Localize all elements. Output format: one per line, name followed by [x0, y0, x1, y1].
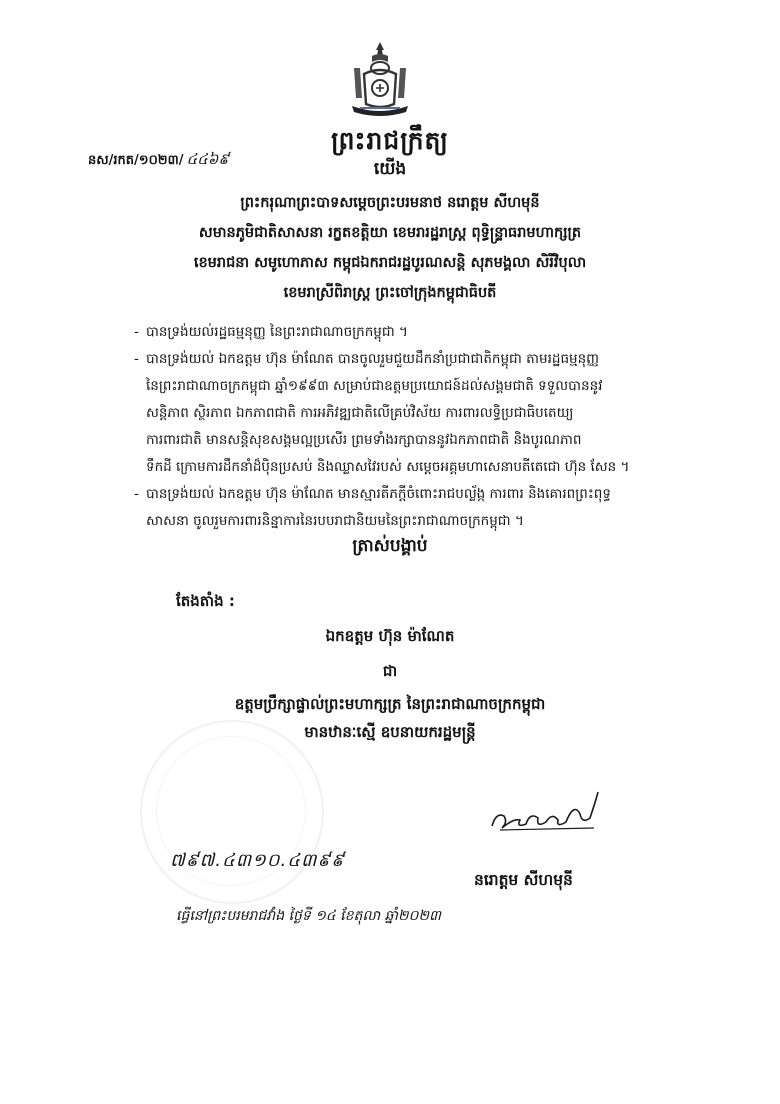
signatory-name: នរោត្ដម សីហមុនី	[474, 871, 573, 889]
reference-number-handwritten: ៤៤៦៩	[186, 150, 229, 168]
consideration-line: សាសនា ចូលរួមការពារនិន្នាការនៃរបបរាជានិយមនៃព្រះរាជាណាចក្រកម្ពុជា ។	[146, 513, 524, 529]
decree-heading: ត្រាស់បង្គាប់	[352, 536, 428, 556]
place-and-date: ធ្វើនៅព្រះបរមរាជវាំង ថ្ងៃទី ១៤ ខែតុលា ឆ្នាំ២០២៣	[176, 908, 441, 924]
consideration-line: បានទ្រង់យល់រដ្ឋធម្មនុញ្ញ នៃព្រះរាជាណាចក្រកម្ពុជា ។	[146, 324, 408, 340]
consideration-item: - បានទ្រង់យល់រដ្ឋធម្មនុញ្ញ នៃព្រះរាជាណាចក្រកម្ពុជា ។	[134, 319, 734, 346]
appointed-position	[0, 690, 780, 746]
position-line: មានឋានៈស្មើ ឧបនាយករដ្ឋមន្ត្រី	[304, 723, 476, 741]
consideration-line: បានទ្រង់យល់ ឯកឧត្ដម ហ៊ុន ម៉ាណែត បានចូលរួមជួយដឹកនាំប្រជាជាតិកម្ពុជា តាមរដ្ឋធម្មនុញ្ញ	[146, 351, 600, 367]
article-label: តែងតាំង :	[176, 592, 235, 610]
consideration-line: ទឹកដី ក្រោមការដឹកនាំដ៏ប៉ិនប្រសប់ និងឈ្លាសវៃរបស់ សម្ដេចអគ្គមហាសេនាបតីតេជោ ហ៊ុន សែន ។	[146, 459, 630, 475]
king-title-line: ព្រះករុណាព្រះបាទសម្ដេចព្រះបរមនាថ នរោត្ដម សីហមុនី	[240, 195, 540, 211]
position-line: ឧត្ដមប្រឹក្សាផ្ទាល់ព្រះមហាក្សត្រ នៃព្រះរាជាណាចក្រកម្ពុជា	[234, 695, 546, 713]
king-titles	[0, 188, 780, 308]
consideration-line: ការពារជាតិ មានសន្តិសុខសង្គមល្អប្រសើរ ព្រមទាំងរក្សាបាននូវឯកភាពជាតិ និងបូរណភាព	[146, 432, 582, 448]
consideration-item: - បានទ្រង់យល់ ឯកឧត្ដម ហ៊ុន ម៉ាណែត បានចូលរួមជួយដឹកនាំប្រជាជាតិកម្ពុជា តាមរដ្ឋធម្មនុញ្ញ នៃព្រះរាជាណាចក្រកម្ពុជា ឆ្នាំ១៩៩៣ សម្រាប់ជាឧត្ដមប្រយោជន៍ដល់សង្គមជាតិ ទទួលបាននូវ សន្តិភាព ស្ថិរភាព ឯកភាពជាតិ ការអភិវឌ្ឍជាតិលើគ្រប់វិស័យ ការពារលទ្ធិប្រជាធិបតេយ្យ ការពារជាតិ មានសន្តិសុខសង្គមល្អប្រសើរ ព្រមទាំងរក្សាបាននូវឯកភាពជាតិ និងបូរណភាព ទឹកដី ក្រោមការដឹកនាំដ៏ប៉ិនប្រសប់ និងឈ្លាសវៃរបស់ សម្ដេចអគ្គមហាសេនាបតីតេជោ ហ៊ុន សែន ។	[134, 346, 734, 481]
handwritten-registration-number: ៧៩៧.៤៣១០.៤៣៩៩	[170, 850, 345, 871]
king-title-line: ខេមរាជនា សមូហោភាស កម្ពុជឯករាជរដ្ឋបូរណសន្តិ សុភមង្គលា សិរីវិបុលា	[193, 255, 587, 271]
consideration-line: សន្តិភាព ស្ថិរភាព ឯកភាពជាតិ ការអភិវឌ្ឍជាតិលើគ្រប់វិស័យ ការពារលទ្ធិប្រជាធិបតេយ្យ	[146, 405, 574, 421]
appointee-name: ឯកឧត្ដម ហ៊ុន ម៉ាណែត	[325, 627, 455, 645]
preamble-seen: យើង	[373, 159, 407, 179]
reference-number-printed: នស/រកត/១០២៣/	[88, 153, 184, 168]
royal-signature	[486, 782, 606, 842]
consideration-line: នៃព្រះរាជាណាចក្រកម្ពុជា ឆ្នាំ១៩៩៣ សម្រាប់ជាឧត្ដមប្រយោជន៍ដល់សង្គមជាតិ ទទួលបាននូវ	[146, 378, 603, 394]
as-word: ជា	[382, 662, 398, 680]
king-title-line: ខេមរាស្រីពិរាស្ត្រ ព្រះចៅក្រុងកម្ពុជាធិបតី	[283, 285, 497, 301]
document-title: ព្រះរាជក្រឹត្យ	[331, 126, 449, 155]
king-title-line: សមានភូមិជាតិសាសនា រក្ខតខត្តិយា ខេមរារដ្ឋរាស្ត្រ ពុទ្ធិន្ទ្រាធរាមហាក្សត្រ	[198, 225, 582, 241]
consideration-item: - បានទ្រង់យល់ ឯកឧត្ដម ហ៊ុន ម៉ាណែត មានស្មារតីភក្ដីចំពោះរាជបល្ល័ង្ក ការពារ និងគោរពព្រះពុទ្ធ សាសនា ចូលរួមការពារនិន្នាការនៃរបបរាជានិយមនៃព្រះរាជាណាចក្រកម្ពុជា ។	[134, 481, 734, 535]
considerations-list	[134, 319, 734, 535]
royal-coat-of-arms-icon	[342, 38, 418, 122]
consideration-line: បានទ្រង់យល់ ឯកឧត្ដម ហ៊ុន ម៉ាណែត មានស្មារតីភក្ដីចំពោះរាជបល្ល័ង្ក ការពារ និងគោរពព្រះពុទ្ធ	[146, 486, 611, 502]
